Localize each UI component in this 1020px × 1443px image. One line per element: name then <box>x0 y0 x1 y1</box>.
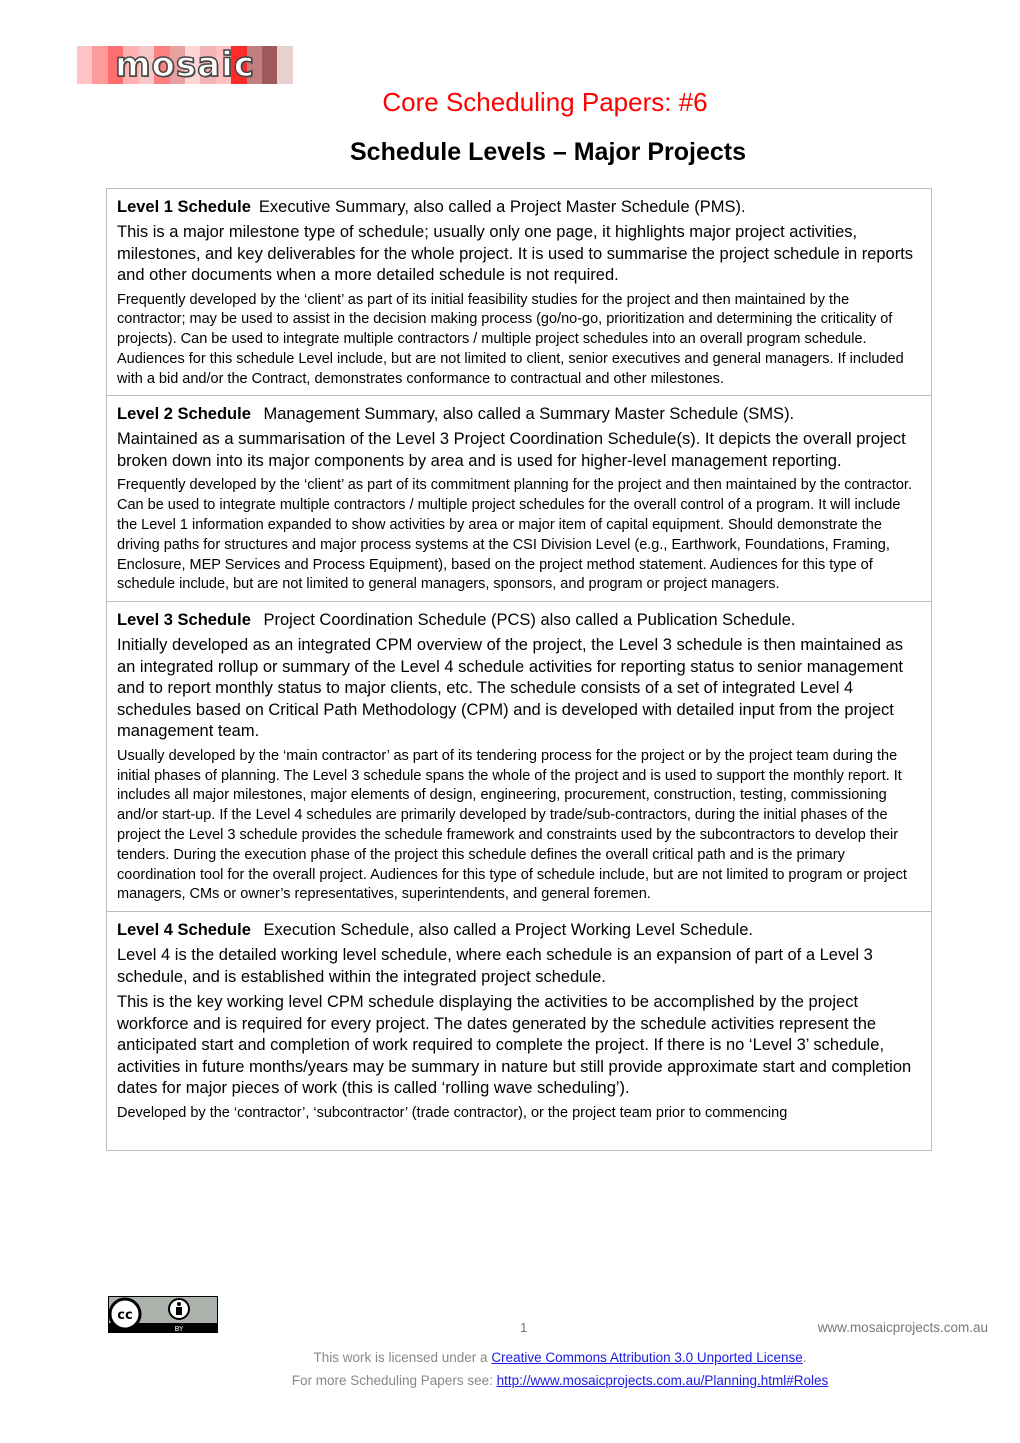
mosaic-logo <box>77 46 293 84</box>
license-suffix: . <box>802 1350 807 1365</box>
more-papers-line <box>0 1373 1020 1388</box>
level-description: Initially developed as an integrated CPM overview of the project, the Level 3 schedule is then maintained as an integrated rollup or summary of the Level 4 schedule activities for reporting status to senior management and to report monthly status to major clients, etc. The schedule consists of a set of integrated Level 4 schedules based on Critical Path Methodology (CPM) and is developed with detailed input from the project management team. <box>117 636 904 741</box>
level-label: Level 2 Schedule <box>117 405 251 424</box>
level-description: This is a major milestone type of schedule; usually only one page, it highlights major project activities, milestones, and key deliverables for the whole project. It is used to summarise the project schedule in reports and other documents when a more detailed schedule is not required. <box>117 223 914 284</box>
level-description: Level 4 is the detailed working level schedule, where each schedule is an expansion of part of a Level 3 schedule, and is established within the integrated project schedule. <box>117 946 873 986</box>
license-prefix: This work is licensed under a <box>313 1350 492 1365</box>
level-subtitle: Project Coordination Schedule (PCS) also called a Publication Schedule. <box>263 611 796 630</box>
level-label: Level 1 Schedule <box>117 198 251 216</box>
logo-text: mosaic <box>115 45 255 85</box>
page-title: Schedule Levels – Major Projects <box>350 138 746 166</box>
level-description: This is the key working level CPM schedule displaying the activities to be accomplished by the project workforce and is required for every project. The dates generated by the schedule activities represent the anticipated start and completion of work required to complete the project. If there is no ‘Level 3’ schedule, activities in future months/years may be summary in nature but still provide approximate start and completion dates for major pieces of work (this is called ‘rolling wave scheduling’). <box>117 993 912 1098</box>
cc-glyph: cc <box>117 1308 133 1323</box>
level-subtitle: Management Summary, also called a Summary Master Schedule (SMS). <box>263 405 795 424</box>
level-heading <box>117 196 921 218</box>
level-4-cell <box>107 911 931 1150</box>
schedule-levels-table <box>106 188 932 1151</box>
level-3-cell <box>107 601 931 911</box>
level-note: Usually developed by the ‘main contractor’ as part of its tendering process for the project or by the project team during the initial phases of planning. The Level 3 schedule spans the whole of the project and is used to support the monthly report. It includes all major milestones, major elements of design, engineering, procurement, construction, testing, commissioning and/or start-up. If the Level 4 schedules are primarily developed by trade/sub-contractors, during the initial phases of the project the Level 3 schedule provides the schedule framework and constraints used by the subcontractors to develop their tenders. During the execution phase of the project this schedule defines the overall critical path and is the primary coordination tool for the overall project. Audiences for this type of schedule include, but are not limited to program or project managers, CMs or owner’s representatives, superintendents, and general foremen. <box>117 747 907 903</box>
level-heading <box>117 403 921 425</box>
person-head <box>177 1302 181 1306</box>
cc-by-icon[interactable] <box>108 1296 218 1333</box>
level-subtitle: Executive Summary, also called a Project Master Schedule (PMS). <box>258 198 746 216</box>
by-label: BY <box>174 1325 184 1333</box>
person-body <box>176 1307 182 1315</box>
level-label: Level 3 Schedule <box>117 611 251 630</box>
level-label: Level 4 Schedule <box>117 921 251 940</box>
license-line <box>0 1350 1020 1365</box>
more-prefix: For more Scheduling Papers see: <box>291 1373 497 1388</box>
series-title: Core Scheduling Papers: #6 <box>382 87 708 117</box>
level-1-cell <box>107 189 931 395</box>
license-link[interactable]: Creative Commons Attribution 3.0 Unported License <box>491 1350 803 1365</box>
website-url: www.mosaicprojects.com.au <box>817 1320 988 1335</box>
level-note: Frequently developed by the ‘client’ as part of its commitment planning for the project and then maintained by the contractor. Can be used to integrate multiple contractors / multiple project schedules for the overall control of a program. It will include the Level 1 information expanded to show activities by area or major item of capital equipment. Should demonstrate the driving paths for structures and major process systems at the CSI Division Level (e.g., Earthwork, Foundations, Framing, Enclosure, MEP Services and Process Equipment), based on the project method statement. Audiences for this type of schedule include, but are not limited to general managers, sponsors, and program or project managers. <box>117 477 912 593</box>
level-subtitle: Execution Schedule, also called a Project Working Level Schedule. <box>263 921 753 940</box>
level-heading <box>117 919 921 941</box>
level-note: Developed by the ‘contractor’, ‘subcontractor’ (trade contractor), or the project team prior to commencing <box>117 1104 788 1121</box>
level-description: Maintained as a summarisation of the Level 3 Project Coordination Schedule(s). It depicts the overall project broken down into its major components by area and is used for higher-level management reporting. <box>117 430 906 470</box>
level-2-cell <box>107 395 931 601</box>
page-number: 1 <box>520 1320 528 1335</box>
level-heading <box>117 609 921 631</box>
more-papers-link[interactable]: http://www.mosaicprojects.com.au/Planning.html#Roles <box>496 1373 829 1388</box>
level-note: Frequently developed by the ‘client’ as part of its initial feasibility studies for the project and then maintained by the contractor; may be used to assist in the decision making process (go/no-go, prioritization and determining the criticality of projects). Can be used to integrate multiple contractors / multiple project schedules into an overall program schedule. Audiences for this schedule Level include, but are not limited to client, senior executives and general managers. If included with a bid and/or the Contract, demonstrates conformance to contractual and other milestones. <box>117 291 904 387</box>
